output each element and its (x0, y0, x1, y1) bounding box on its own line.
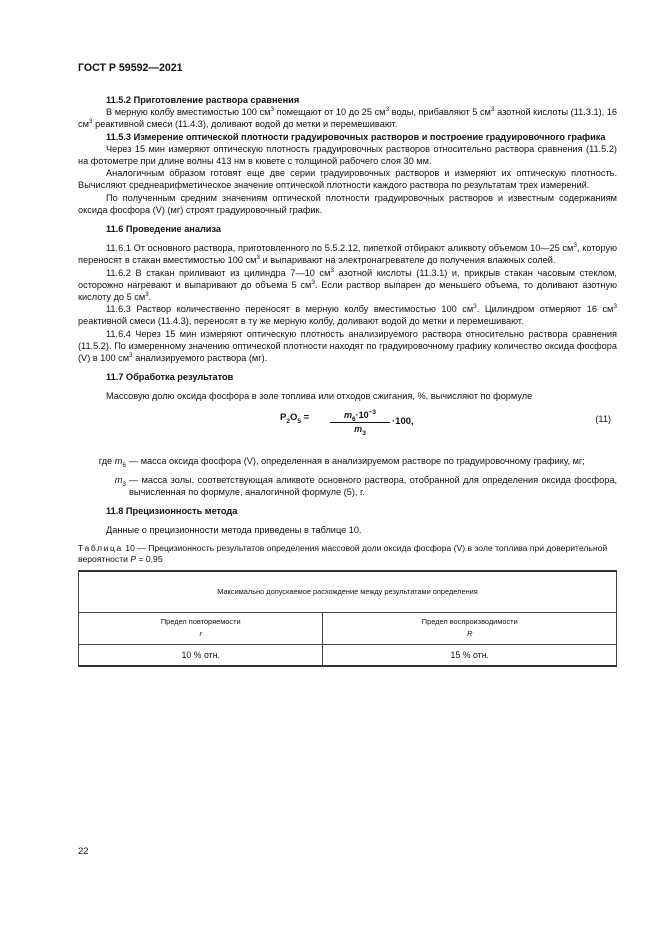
section-11-5-3-p1: Через 15 мин измеряют оптическую плотность градуировочных растворов относительно раствора сравнения (11.5.2) на фотометре при длине волны 413 нм в кювете с толщиной рабочего слоя 30 мм. (78, 143, 617, 167)
section-11-5-3-title: 11.5.3 Измерение оптической плотности градуировочных растворов и построение градуировочного графика (106, 131, 606, 142)
section-11-7-text: Массовую долю оксида фосфора в золе топлива или отходов сжигания, %, вычисляют по формуле (106, 391, 533, 402)
document-body (78, 94, 617, 667)
section-11-5-3-p3: По полученным средним значениям оптической плотности градуировочных растворов и известным содержаниям оксида фосфора (V) (мг) строят градуировочный график. (78, 192, 617, 215)
standard-header: ГОСТ Р 59592—2021 (78, 62, 183, 74)
section-11-8-title: 11.8 Прецизионность метода (106, 506, 238, 517)
section-11-6-title: 11.6 Проведение анализа (106, 224, 221, 235)
section-11-5-2-title: 11.5.2 Приготовление раствора сравнения (106, 95, 300, 105)
formula-lhs: $P_2O_5$ = (280, 411, 310, 425)
section-11-7-title: 11.7 Обработка результатов (106, 372, 234, 383)
formula-numerator: $m_6\cdot 10^{-3}$ (330, 409, 390, 423)
section-11-6-1: 11.6.1 От основного раствора, приготовленного по 5.5.2.12, пипеткой отбирают аликвоту объемом 10—25 $см^3$, которую переносят в стакан вместимостью 100 $см^3$ и выпаривают на электронагревателе до получения влажных солей. (78, 242, 618, 266)
formula-number: (11) (595, 413, 611, 424)
section-11-6-2: 11.6.2 В стакан приливают из цилиндра 7—10 $см^3$ азотной кислоты (11.3.1) и, прикрыв стакан часовым стеклом, осторожно нагревают и выпаривают до объема 5 $см^3$. Если раствор выпарен до меньшего объема, то доливают азотную кислоту до 5 $см^3$. (78, 266, 617, 303)
table-caption: Таблица 10 — Прецизионность результатов определения массовой доли оксида фосфора (V) в золе топлива при доверительной вероятности P = 0,95 (78, 542, 608, 564)
formula-denominator: $m_3$ (354, 423, 366, 437)
section-11-6-4: 11.6.4 Через 15 мин измеряют оптическую плотность анализируемого раствора относительно раствора сравнения (11.5.2). По измеренному значению оптической плотности находят по градуировочному графику количество оксида фосфора (V) в 100 $см^3$ анализируемого раствора (мг). (78, 328, 617, 364)
formula-rest: ·100, (392, 415, 414, 427)
table-col-reproducibility: Предел воспроизводимости R (323, 612, 617, 644)
precision-table (78, 570, 617, 667)
formula-11 (78, 409, 617, 445)
table-cell-repeatability: 10 % отн. (79, 644, 323, 666)
section-11-5-2-text: В мерную колбу вместимостью 100 $см^3$ помещают от 10 до 25 $см^3$ воды, прибавляют 5 $см^3$ азотной кислоты (11.3.1), 16 $см^3$ реактивной смеси (11.4.3), доливают водой до метки и перемешивают. (78, 106, 618, 130)
section-11-5-3-p2: Аналогичным образом готовят еще две серии градуировочных растворов и измеряют их оптическую плотность. Вычисляют среднеарифметическое значение оптической плотности каждого раствора по результатам трех измерений. (78, 168, 617, 191)
section-11-6-3: 11.6.3 Раствор количественно переносят в мерную колбу вместимостью 100 $см^3$. Цилиндром отмеряют 16 $см^3$ реактивной смеси (11.4.3), переносят в ту же мерную колбу, доливают водой до метки и перемешивают. (78, 303, 617, 327)
formula-fraction (330, 409, 390, 435)
formula-definitions (78, 455, 617, 499)
table-header: Максимально допускаемое расхождение между результатами определения (79, 571, 617, 613)
definition-m6: где $m_6$ — масса оксида фосфора (V), определенная в анализируемом растворе по градуировочному графику, мг; (98, 455, 585, 469)
table-cell-reproducibility: 15 % отн. (323, 644, 617, 666)
definition-m3: $m_3$ — масса золы, соответствующая аликвоте основного раствора, отобранной для определения оксида фосфора, вычисленная по формуле, аналогичной формуле (5), г. (114, 474, 617, 498)
section-11-8-text: Данные о прецизионности метода приведены в таблице 10. (106, 525, 362, 536)
page-number: 22 (78, 846, 89, 857)
table-col-repeatability: Предел повторяемости r (79, 612, 323, 644)
